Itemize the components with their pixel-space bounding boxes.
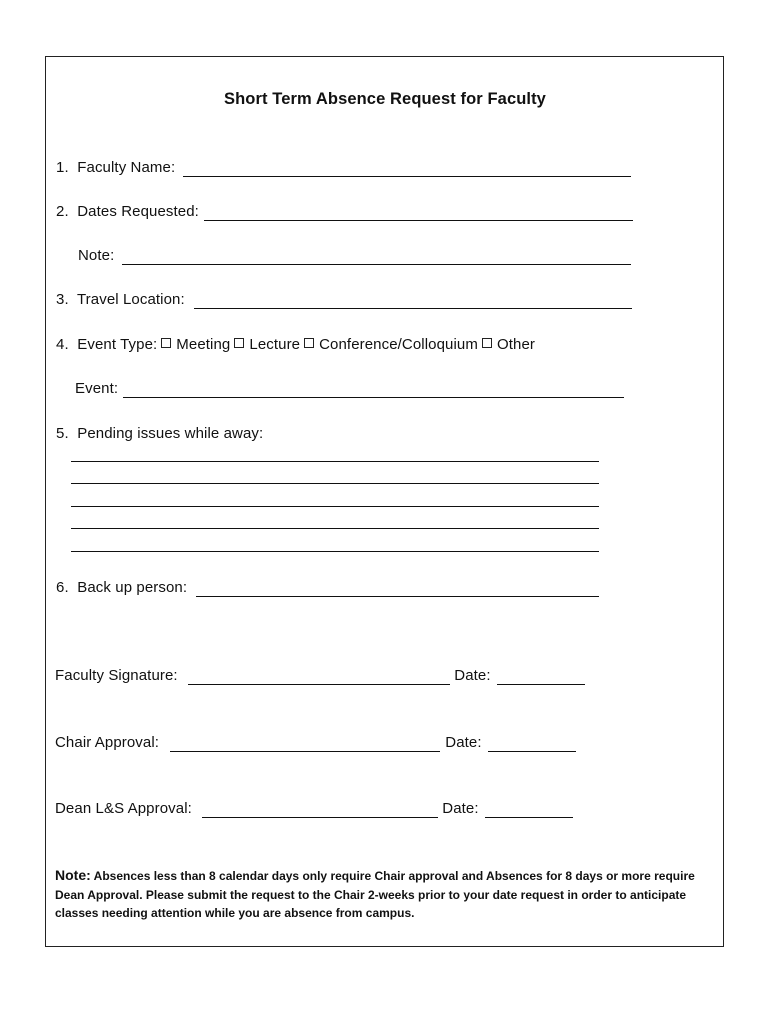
conference-option-label: Conference/Colloquium — [319, 336, 478, 353]
chair-approval-line[interactable] — [170, 751, 440, 752]
meeting-option-label: Meeting — [176, 336, 231, 353]
other-option-label: Other — [496, 336, 535, 353]
pending-issues-line-4[interactable] — [71, 528, 599, 529]
pending-issues-line-5[interactable] — [71, 551, 599, 552]
note-line[interactable] — [122, 264, 631, 265]
dates-requested-label: 2. Dates Requested: — [56, 203, 199, 220]
faculty-date-label: Date: — [450, 667, 495, 684]
event-type-row — [56, 336, 535, 354]
other-checkbox[interactable] — [482, 338, 492, 348]
dean-date-label: Date: — [438, 800, 483, 817]
travel-location-line[interactable] — [194, 308, 632, 309]
pending-issues-line-2[interactable] — [71, 483, 599, 484]
pending-issues-line-3[interactable] — [71, 506, 599, 507]
lecture-checkbox[interactable] — [234, 338, 244, 348]
chair-date-line[interactable] — [488, 751, 576, 752]
pending-issues-line-1[interactable] — [71, 461, 599, 462]
travel-location-label: 3. Travel Location: — [56, 291, 190, 308]
lecture-option-label: Lecture — [249, 336, 301, 353]
faculty-signature-line[interactable] — [188, 684, 450, 685]
meeting-checkbox[interactable] — [161, 338, 171, 348]
dean-date-line[interactable] — [485, 817, 573, 818]
dean-approval-line[interactable] — [202, 817, 438, 818]
backup-person-line[interactable] — [196, 596, 599, 597]
dean-approval-label: Dean L&S Approval: — [55, 800, 197, 817]
backup-person-label: 6. Back up person: — [56, 579, 192, 596]
event-line[interactable] — [123, 397, 624, 398]
faculty-date-line[interactable] — [497, 684, 585, 685]
faculty-name-line[interactable] — [183, 176, 631, 177]
chair-date-label: Date: — [441, 734, 486, 751]
footnote-label: Note: — [55, 867, 91, 883]
form-title: Short Term Absence Request for Faculty — [224, 90, 546, 108]
footnote — [55, 866, 715, 923]
pending-issues-label: 5. Pending issues while away: — [56, 425, 264, 442]
chair-approval-label: Chair Approval: — [55, 734, 164, 751]
dates-requested-line[interactable] — [204, 220, 633, 221]
faculty-name-label: 1. Faculty Name: — [56, 159, 180, 176]
event-type-label: 4. Event Type: — [56, 336, 158, 353]
event-label: Event: — [75, 380, 123, 397]
conference-checkbox[interactable] — [304, 338, 314, 348]
footnote-text: Absences less than 8 calendar days only require Chair approval and Absences for 8 days or more require Dean Approval. Please submit the request to the Chair 2-weeks prior to your date request in order to anticipate classes needing attention while you are absence from campus. — [55, 869, 695, 920]
note-label: Note: — [78, 247, 119, 264]
faculty-signature-text: Faculty Signature: — [55, 667, 182, 684]
